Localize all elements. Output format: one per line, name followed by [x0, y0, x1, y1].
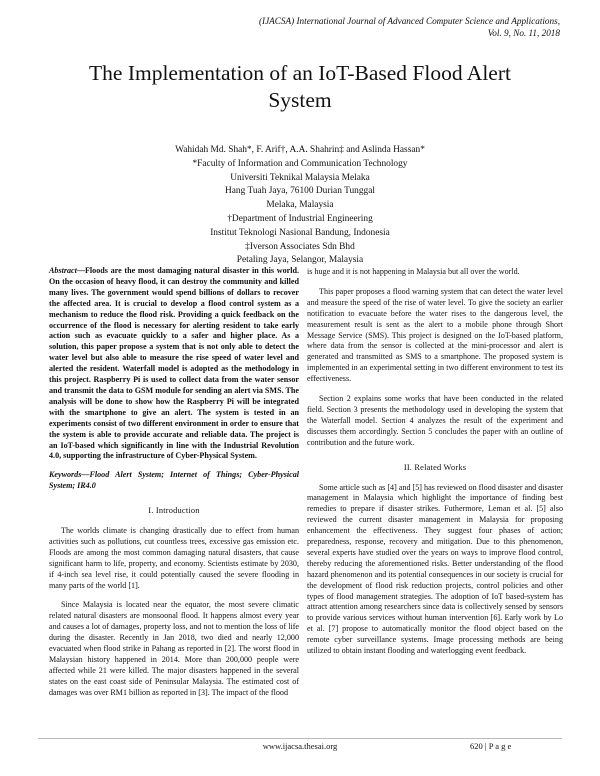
keywords: Keywords—Flood Alert System; Internet of Things; Cyber-Physical System; IR4.0 [49, 470, 299, 491]
paper-title [40, 60, 560, 114]
title-line-1: The Implementation of an IoT-Based Flood Alert [89, 61, 511, 85]
author-names: Wahidah Md. Shah*, F. Arif†, A.A. Shahrin‡ and Aslinda Hassan* [175, 145, 425, 155]
paragraph: The worlds climate is changing drastically due to effect from human activities such as pollutions, cut countless trees, excessive gas emission etc. Floods are among the most common damaging natural disasters, that cause significant harm to life, property, and economy. Scientists estimate by 2030, if 4-inch sea level rise, it could potentially caused the severe flooding in many parts of the world [1]. [49, 526, 299, 590]
paragraph: is huge and it is not happening in Malaysia but all over the world. [307, 267, 520, 276]
paragraph: Some article such as [4] and [5] has reviewed on flood disaster and disaster management in Malaysia which highlight the importance of finding best remedies to prepare if disaster strikes. Futhermore, Leman et al. [5] also reviewed the current disaster management in Malaysia for proposing enhancement the effectiveness. They suggest four phases of action; preparedness, response, recovery and mitigation. Due to this phenomenon, several experts have studied over the years on ways to improve flood control, thereby reducing the aforementioned risks. Better understanding of the flood hazard phenomenon and its potential consequences in our society is crucial for the development of flood risk reduction projects, control policies and other types of flood management strategies. The adoption of IoT based-system has attract attention among researchers since data is collectively sensed by sensors to provide various services without human intervention [6]. Early work by Lo et al. [7] propose to automatically monitor the flood object based on the remote cyber surveillance systems. Image processing methods are being utilized to obtain instant flooding and waterlogging event feedback. [307, 482, 563, 656]
right-column [307, 267, 563, 666]
paragraph: Section 2 explains some works that have been conducted in the related field. Section 3 presents the methodology used in developing the system that the Waterfall model. Section 4 analyzes the result of the experiment and discusses them accordingly. Section 5 concludes the paper with an outline of contribution and the future work. [307, 394, 563, 447]
affiliation-line: Universiti Teknikal Malaysia Melaka [230, 172, 370, 183]
section-heading-introduction: I. Introduction [148, 506, 200, 516]
affiliation-line: Institut Teknologi Nasional Bandung, Indonesia [210, 227, 390, 238]
affiliation-line: †Department of Industrial Engineering [227, 213, 373, 224]
affiliation-line: Melaka, Malaysia [266, 200, 334, 211]
footer-divider [38, 738, 562, 739]
paragraph: This paper proposes a flood warning system that can detect the water level and measure the speed of the rise of water level. To give the society an earlier notification to evacuate before the water rises to the dangerous level, the measurement result is sent as the alert to a mobile phone through Short Message Service (SMS). This project is designed on the IoT-based platform, where data from the sensor is collected at the mini-processor and alert is generated and transmitted as SMS to a smartphone. The proposed system is implemented in an experimental setting in two different environment to test its effectiveness. [307, 286, 563, 384]
affiliation-line: *Faculty of Information and Communication Technology [192, 158, 408, 169]
paragraph: Since Malaysia is located near the equator, the most severe climatic related natural disasters are monsoonal flood. It happens almost every year and causes a lot of damages, property loss, and not to mention the loss of life during the disaster. Recently in Jan 2018, two died and nearly 12,000 evacuated when flood strike in Pahang as reported in [2]. The worst flood in Malaysian history happened in 2014. More than 200,000 people were affected while 21 were killed. The major disasters happened in the several states on the east coast side of Peninsular Malaysia. The estimated cost of damages was over RM1 billion as reported in [3]. The impact of the flood [49, 600, 299, 697]
footer-url: www.ijacsa.thesai.org [262, 741, 338, 751]
affiliation-line: Petaling Jaya, Selangor, Malaysia [236, 255, 364, 266]
abstract-text: Floods are the most damaging natural disaster in this world. On the occasion of heavy flood, it can destroy the community and killed many lives. The government would spend billions of dollars to recover the affected area. It is crucial to develop a flood control system as a mechanism to reduce the flood risk. Providing a quick feedback on the occurrence of the flood is necessary for alerting resident to take early action such as evacuate quickly to a safer and higher place. As a solution, this paper propose a system that is not only able to detect the water level but also able to measure the rise speed of water level and alerted the resident. Waterfall model is adopted as the methodology in this project. Raspberry Pi is used to collect data from the water sensor and transmit the data to GSM module for sending an alert via SMS. The analysis will be done to show how the Raspberry Pi will be integrated with the smartphone to give an alert. The system is tested in an experiments consist of two different environment in order to ensure that the system is able to provide accurate and reliable data. The project is an IoT-based which significantly in line with the Industrial Revolution 4.0, supporting the infrastructure of Cyber-Physical System. [49, 266, 299, 461]
affiliation-line: ‡Iverson Associates Sdn Bhd [245, 241, 355, 252]
affiliation-line: Hang Tuah Jaya, 76100 Durian Tunggal [224, 186, 375, 197]
journal-name: (IJACSA) International Journal of Advanced Computer Science and Applications, [258, 16, 560, 26]
section-heading-related-works: II. Related Works [403, 462, 467, 472]
abstract-lead: Abstract— [49, 266, 85, 275]
abstract [49, 266, 299, 462]
journal-header [140, 15, 560, 39]
left-column [49, 266, 299, 708]
title-line-2: System [268, 88, 332, 112]
author-block [70, 144, 530, 268]
page-number: 620 | P a g e [470, 741, 512, 751]
journal-volume: Vol. 9, No. 11, 2018 [487, 28, 560, 38]
